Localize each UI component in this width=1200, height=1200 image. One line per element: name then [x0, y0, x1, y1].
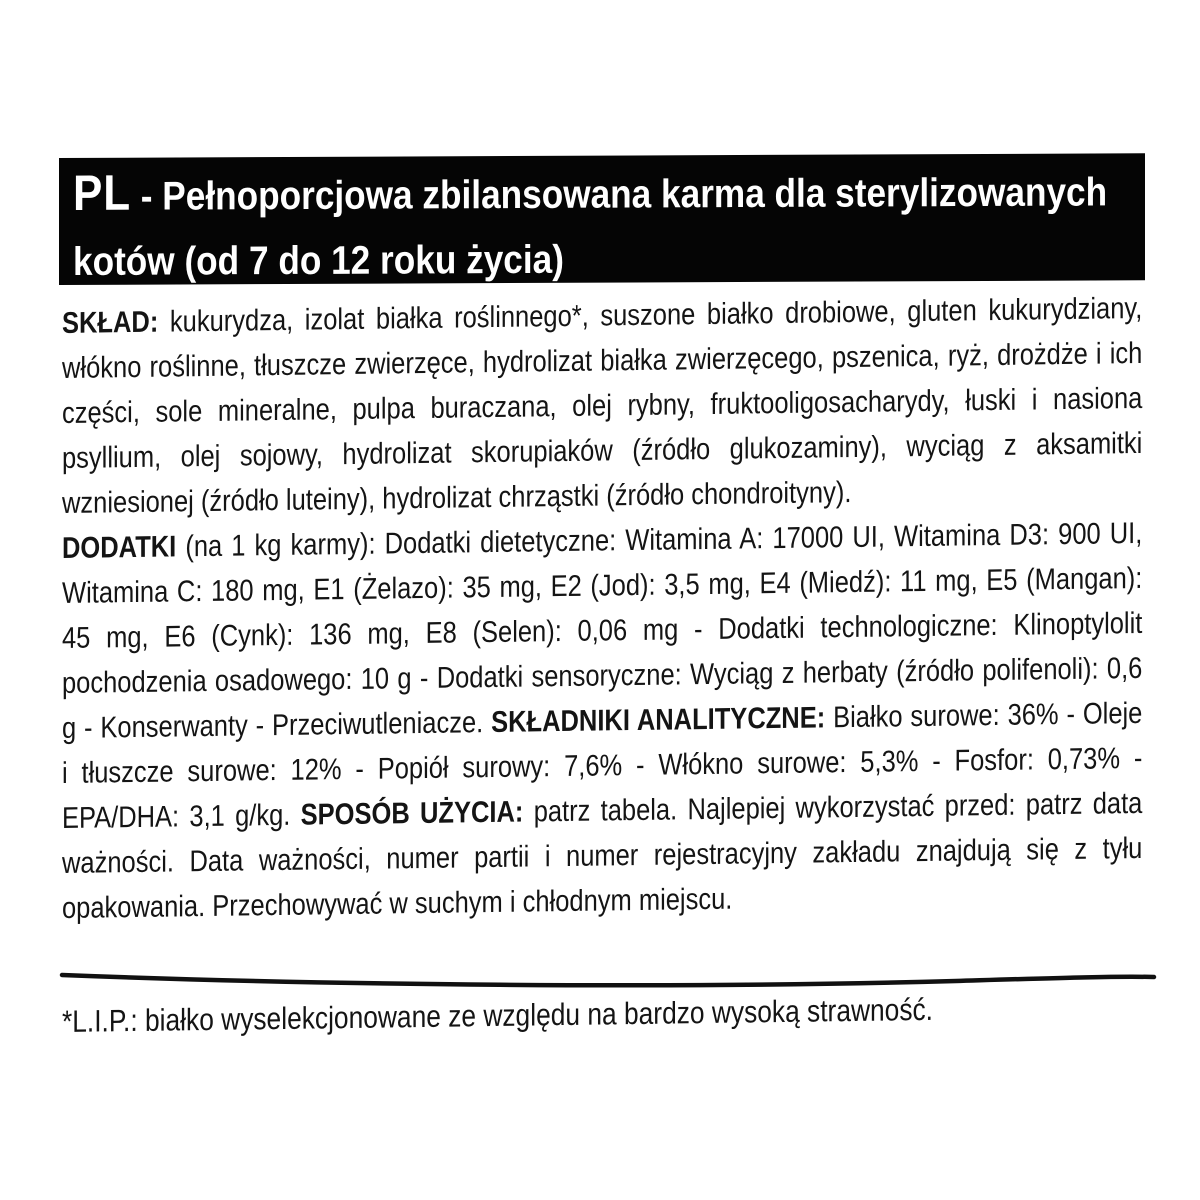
header-separator: -	[130, 174, 163, 219]
section-label: SKŁAD:	[62, 305, 159, 340]
section-label: SKŁADNIKI ANALITYCZNE:	[491, 701, 826, 740]
section-label: SPOSÓB UŻYCIA:	[300, 795, 524, 832]
section-text: patrz tabela. Najlepiej wykorzystać przed: patrz data ważności. Data ważności, numer partii i numer rejestracyjny zakładu znajdują się z tyłu opakowania. Przechowywać w suchym i chłodnym miejscu.	[62, 786, 1143, 925]
header-title-line-2: kotów (od 7 do 12 roku życia)	[73, 237, 564, 284]
ingredients-paragraph	[62, 286, 1142, 526]
section-text: (na 1 kg karmy): Dodatki dietetyczne: Witamina A: 17000 UI, Witamina D3: 900 UI, Witamina C: 180 mg, E1 (Żelazo): 35 mg, E2 (Jod): 3,5 mg, E4 (Miedź): 11 mg, E5 (Mangan): 45 mg, E6 (Cynk): 136 mg, E8 (Selen): 0,06 mg - Dodatki technologiczne: Klinoptylolit pochodzenia osadowego: 10 g - Dodatki sensoryczne: Wyciąg z herbaty (źródło polifenoli): 0,6 g - Konserwanty - Przeciwutleniacze.	[62, 516, 1143, 745]
footnote-text: *L.I.P.: białko wyselekcjonowane ze względu na bardzo wysoką strawność.	[62, 991, 933, 1039]
header-bar-content	[73, 160, 1138, 291]
section-label: DODATKI	[62, 530, 177, 565]
label-body-text	[62, 286, 1142, 931]
section-text: Białko surowe: 36% - Oleje i tłuszcze surowe: 12% - Popiół surowy: 7,6% - Włókno surowe: 5,3% - Fosfor: 0,73% - EPA/DHA: 3,1 g/kg.	[62, 696, 1143, 835]
header-bar	[59, 153, 1145, 285]
additives-analytical-paragraph	[62, 511, 1142, 931]
header-line-1	[73, 160, 1138, 234]
header-title-line-1: Pełnoporcjowa zbilansowana karma dla sterylizowanych	[162, 170, 1108, 219]
language-code: PL	[73, 164, 131, 221]
divider-path	[62, 975, 1154, 985]
section-text: kukurydza, izolat białka roślinnego*, suszone białko drobiowe, gluten kukurydziany, włókno roślinne, tłuszcze zwierzęce, hydrolizat białka zwierzęcego, pszenica, ryż, drożdże i ich części, sole mineralne, pulpa buraczana, olej rybny, fruktooligosacharydy, łuski i nasiona psyllium, olej sojowy, hydrolizat skorupiaków (źródło glukozaminy), wyciąg z aksamitki wzniesionej (źródło luteiny), hydrolizat chrząstki (źródło chondroityny).	[62, 291, 1143, 520]
